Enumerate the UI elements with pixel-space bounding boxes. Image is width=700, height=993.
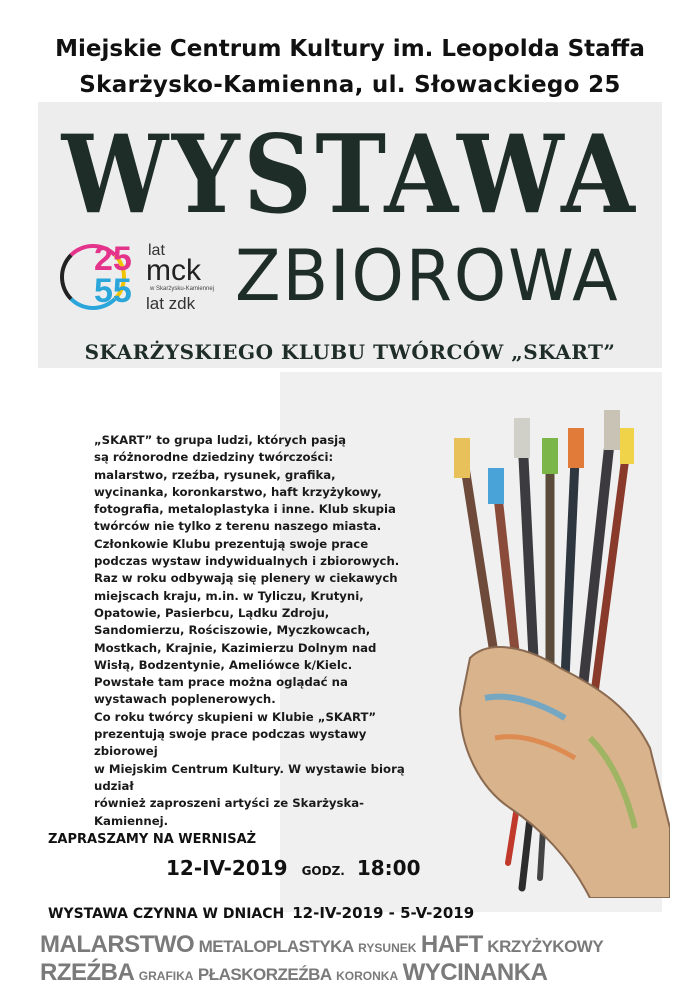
art-tags-row-2 — [40, 958, 680, 991]
vernissage-date: 12-IV-2019 — [166, 856, 288, 880]
exhibition-dates-line — [48, 904, 474, 922]
hand-with-brushes-illustration — [400, 408, 670, 898]
logo-number-55: 55 — [94, 272, 132, 310]
invite-text: ZAPRASZAMY NA WERNISAŻ — [48, 832, 257, 847]
logo-number-25: 25 — [94, 240, 132, 278]
header-line-1: Miejskie Centrum Kultury im. Leopolda Staffa — [55, 36, 645, 62]
vernissage-godz-label: GODZ. — [301, 864, 345, 878]
logo-city-label: w Skarżysku-Kamiennej — [150, 286, 215, 292]
tag-item: RYSUNEK — [358, 941, 417, 955]
tag-item: METALOPLASTYKA — [198, 937, 354, 956]
exhibition-dates: 12-IV-2019 - 5-V-2019 — [292, 904, 475, 922]
tag-item: PŁASKORZEŹBA — [197, 965, 332, 984]
tag-item: KORONKA — [336, 969, 399, 983]
tag-item: KRZYŻYKOWY — [487, 937, 604, 956]
exhibition-label: WYSTAWA CZYNNA W DNIACH — [48, 906, 285, 922]
vernissage-time: 18:00 — [356, 856, 421, 880]
poster-title: WYSTAWA — [61, 112, 639, 238]
logo-lat-label: lat — [148, 242, 165, 259]
description-paragraph-2: Co roku twórcy skupieni w Klubie „SKART” prezentują swoje prace podczas wystawy zbiorowej w Miejskim Centrum Kultury. W wystawie biorą udział również zaproszeni artyści ze Skarżyska-Kamiennej. — [94, 709, 405, 828]
poster-subtitle: ZBIOROWA — [235, 235, 620, 317]
tag-item: GRAFIKA — [138, 969, 194, 983]
tag-item: RZEŹBA — [40, 959, 135, 986]
tag-item: WYCINANKA — [402, 959, 548, 986]
tag-item: MALARSTWO — [40, 931, 195, 958]
description-text — [94, 432, 424, 830]
club-name: SKARŻYSKIEGO KLUBU TWÓRCÓW „SKART” — [84, 340, 616, 364]
vernissage-datetime — [166, 856, 421, 880]
description-paragraph-1: „SKART” to grupa ludzi, których pasją są różnorodne dziedziny twórczości: malarstwo, rzeźba, rysunek, grafika, wycinanka, koronkarstwo, haft krzyżykowy, fotografia, metaloplastyka i inne. Klub skupia twórców nie tylko z terenu naszego miasta. Członkowie Klubu prezentują swoje prace podczas wystaw indywidualnych i zbiorowych. Raz w roku odbywają się plenery w ciekawych miejscach kraju, m.in. w Tyliczu, Krutyni, Opatowie, Pasierbcu, Lądku Zdroju, Sandomierzu, Rościszowie, Myczkowcach, Mostkach, Krajnie, Kazimierzu Dolnym nad Wisłą, Bodzentynie, Ameliówce k/Kielc. Powstałe tam prace można oglądać na wystawach poplenerowych. — [94, 433, 400, 707]
mck-logo — [60, 240, 230, 320]
logo-mck-label: mck — [146, 254, 201, 287]
header-line-2: Skarżysko-Kamienna, ul. Słowackiego 25 — [79, 72, 621, 98]
logo-zdk-label: lat zdk — [146, 294, 196, 313]
hand-shape — [460, 647, 670, 898]
tag-item: HAFT — [420, 931, 483, 958]
